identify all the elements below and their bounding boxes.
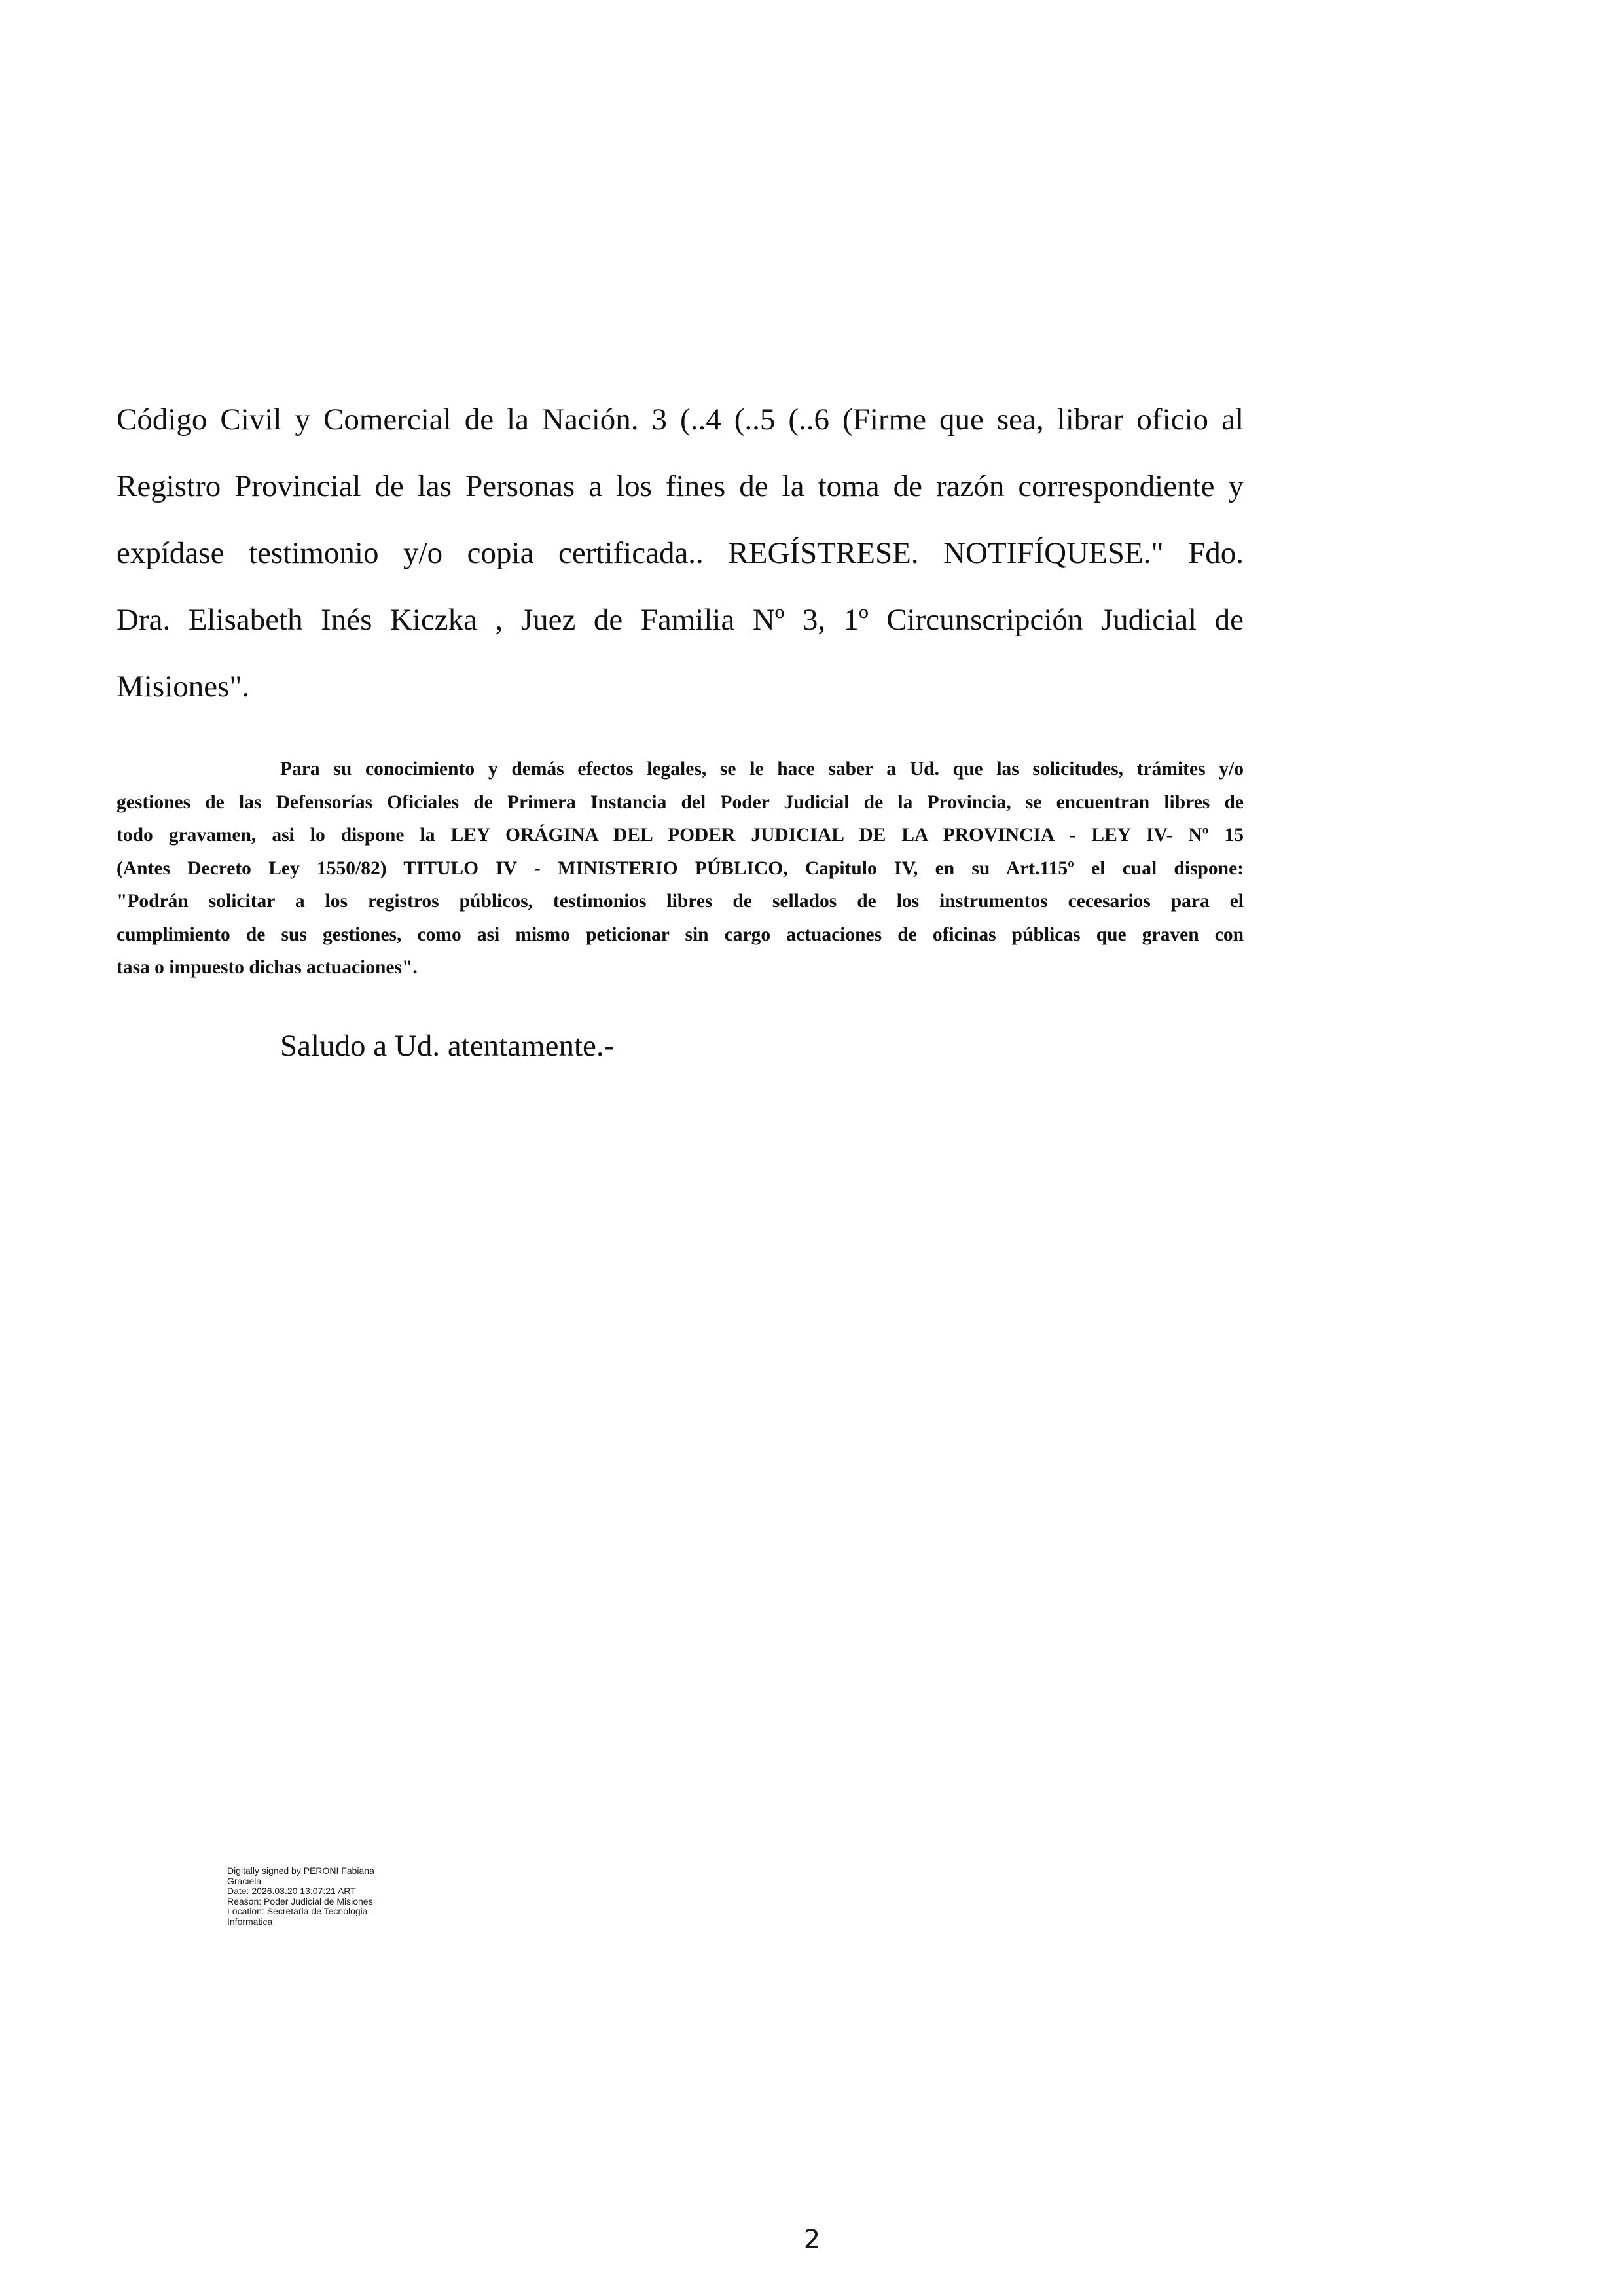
signature-line-4: Reason: Poder Judicial de Misiones — [227, 1895, 373, 1907]
notice-line-6: cumplimiento de sus gestiones, como asi mismo peticionar sin cargo actuaciones de oficinas públicas que graven con — [117, 924, 1244, 945]
body-line-5: Misiones". — [117, 670, 250, 704]
signature-line-1: Digitally signed by PERONI Fabiana — [227, 1865, 374, 1876]
signature-line-6: Informatica — [227, 1916, 273, 1927]
notice-line-2: gestiones de las Defensorías Oficiales de Primera Instancia del Poder Judicial de la Provincia, se encuentran libres de — [117, 791, 1244, 813]
digital-signature-block — [227, 1866, 437, 1927]
body-line-2: Registro Provincial de las Personas a los fines de la toma de razón correspondiente y — [117, 469, 1244, 503]
closing-salutation: Saludo a Ud. atentamente.- — [280, 1029, 615, 1063]
notice-line-4: (Antes Decreto Ley 1550/82) TITULO IV - MINISTERIO PÚBLICO, Capitulo IV, en su Art.115º el cual dispone: — [117, 857, 1244, 879]
body-line-4: Dra. Elisabeth Inés Kiczka , Juez de Familia Nº 3, 1º Circunscripción Judicial de — [117, 603, 1244, 637]
body-line-3: expídase testimonio y/o copia certificada.. REGÍSTRESE. NOTIFÍQUESE." Fdo. — [117, 536, 1244, 570]
body-paragraph — [117, 386, 1244, 720]
notice-line-3: todo gravamen, asi lo dispone la LEY ORÁGINA DEL PODER JUDICIAL DE LA PROVINCIA - LEY IV- Nº 15 — [117, 825, 1244, 846]
page-number: 2 — [803, 2225, 821, 2255]
notice-line-7: tasa o impuesto dichas actuaciones". — [117, 957, 418, 978]
notice-line-1: Para su conocimiento y demás efectos legales, se le hace saber a Ud. que las solicitudes, trámites y/o — [280, 759, 1244, 780]
signature-line-3: Date: 2026.03.20 13:07:21 ART — [227, 1886, 356, 1896]
signature-line-5: Location: Secretaria de Tecnologia — [227, 1906, 368, 1916]
body-line-1: Código Civil y Comercial de la Nación. 3 (..4 (..5 (..6 (Firme que sea, librar oficio al — [117, 403, 1244, 437]
notice-line-5: "Podrán solicitar a los registros públicos, testimonios libres de sellados de los instrumentos cecesarios para el — [117, 891, 1244, 912]
legal-notice — [117, 753, 1244, 984]
signature-line-2: Graciela — [227, 1875, 262, 1886]
